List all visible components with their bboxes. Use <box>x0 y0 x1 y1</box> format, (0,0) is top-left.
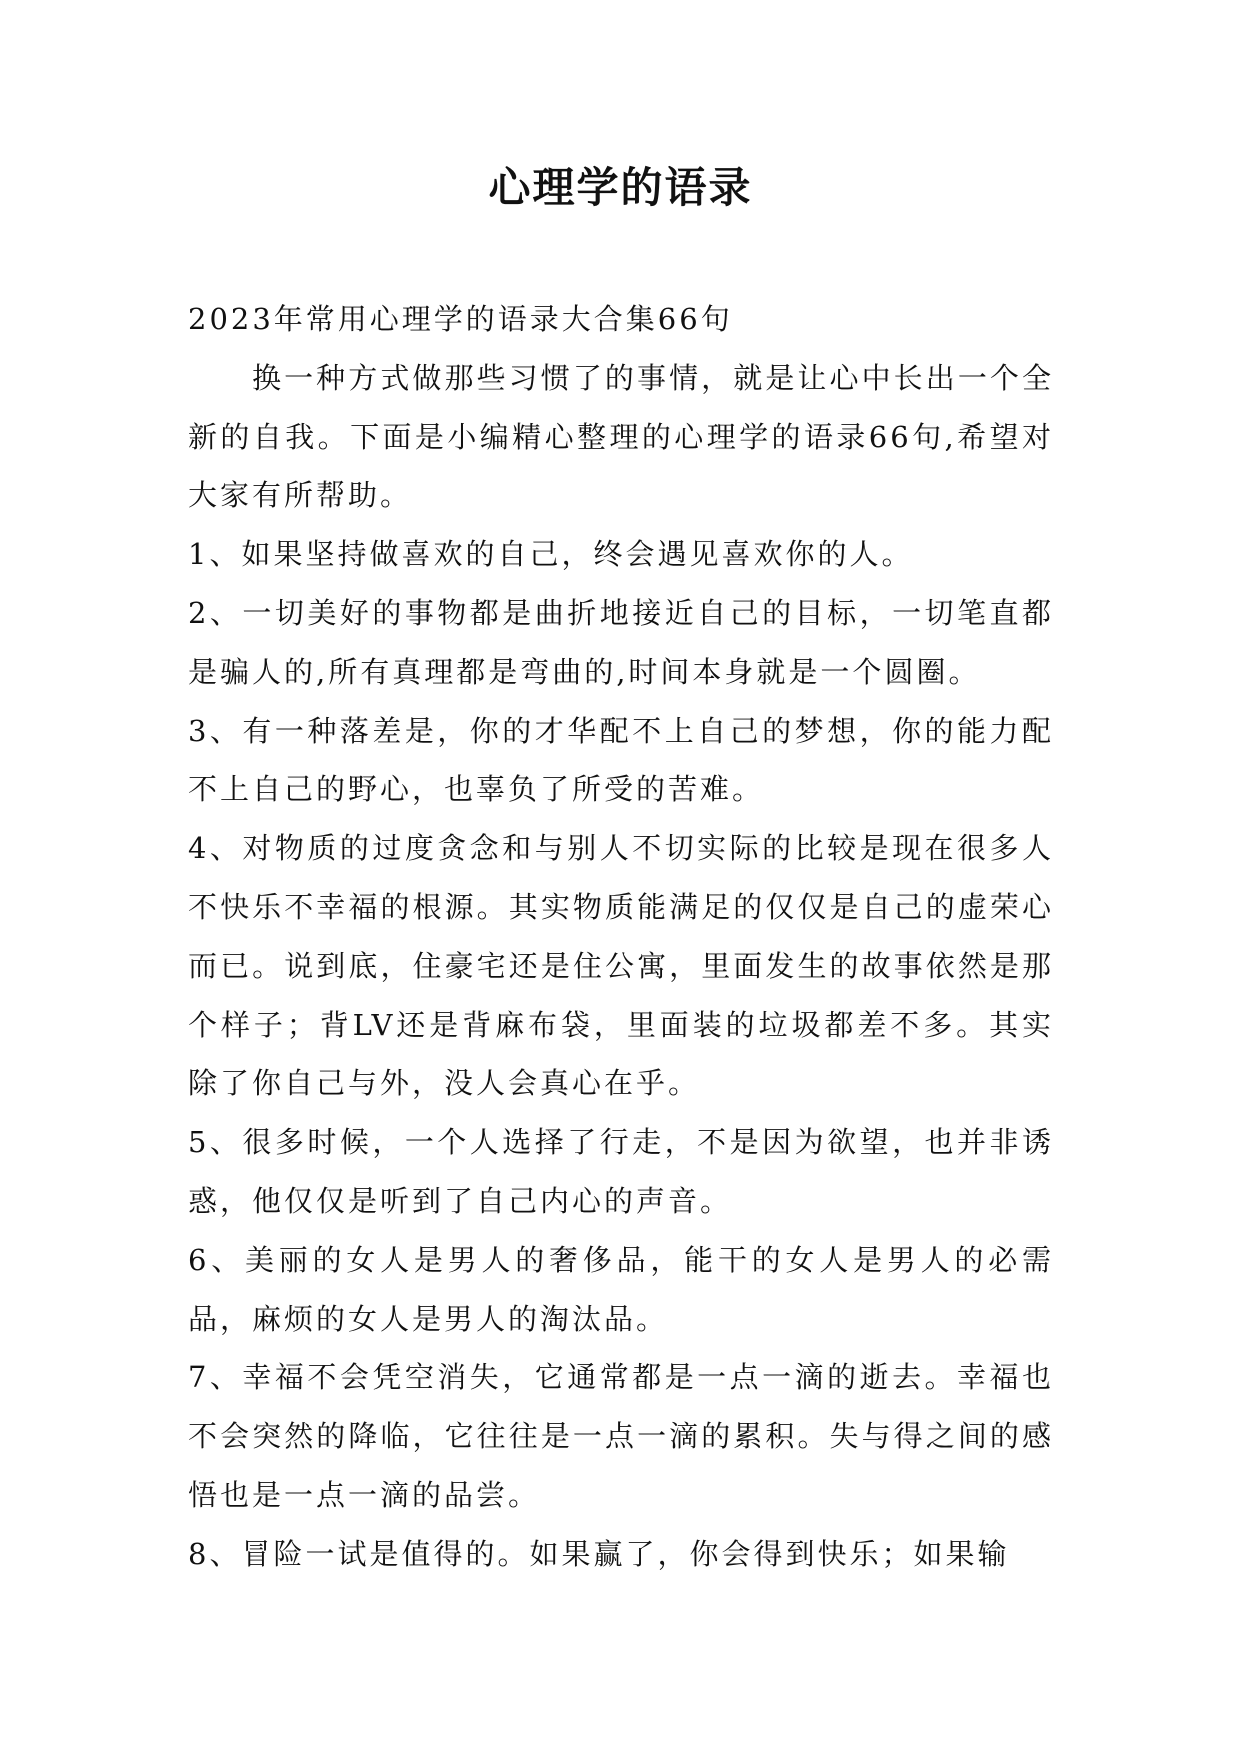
quote-item-6: 6、美丽的女人是男人的奢侈品，能干的女人是男人的必需品，麻烦的女人是男人的淘汰品。 <box>188 1242 1054 1336</box>
quote-item-2: 2、一切美好的事物都是曲折地接近自己的目标，一切笔直都是骗人的,所有真理都是弯曲的,时间本身就是一个圆圈。 <box>188 595 1054 689</box>
quote-item-5: 5、很多时候，一个人选择了行走，不是因为欲望，也并非诱惑，他仅仅是听到了自己内心的声音。 <box>188 1125 1054 1218</box>
quote-item-8: 8、冒险一试是值得的。如果赢了，你会得到快乐；如果输 <box>188 1536 1010 1571</box>
document-body <box>188 290 1054 1584</box>
quote-item-1: 1、如果坚持做喜欢的自己，终会遇见喜欢你的人。 <box>188 537 914 572</box>
quote-item-7: 7、幸福不会凭空消失，它通常都是一点一滴的逝去。幸福也不会突然的降临，它往往是一点一滴的累积。失与得之间的感悟也是一点一滴的品尝。 <box>188 1360 1054 1512</box>
quote-item-4: 4、对物质的过度贪念和与别人不切实际的比较是现在很多人不快乐不幸福的根源。其实物质能满足的仅仅是自己的虚荣心而已。说到底，住豪宅还是住公寓，里面发生的故事依然是那个样子；背LV还是背麻布袋，里面装的垃圾都差不多。其实除了你自己与外，没人会真心在乎。 <box>188 831 1054 1101</box>
document-subtitle: 2023年常用心理学的语录大合集66句 <box>188 302 733 336</box>
page-title: 心理学的语录 <box>488 163 753 212</box>
intro-paragraph: 换一种方式做那些习惯了的事情，就是让心中长出一个全新的自我。下面是小编精心整理的心理学的语录66句,希望对大家有所帮助。 <box>188 360 1054 513</box>
quote-item-3: 3、有一种落差是，你的才华配不上自己的梦想，你的能力配不上自己的野心，也辜负了所受的苦难。 <box>188 713 1054 807</box>
